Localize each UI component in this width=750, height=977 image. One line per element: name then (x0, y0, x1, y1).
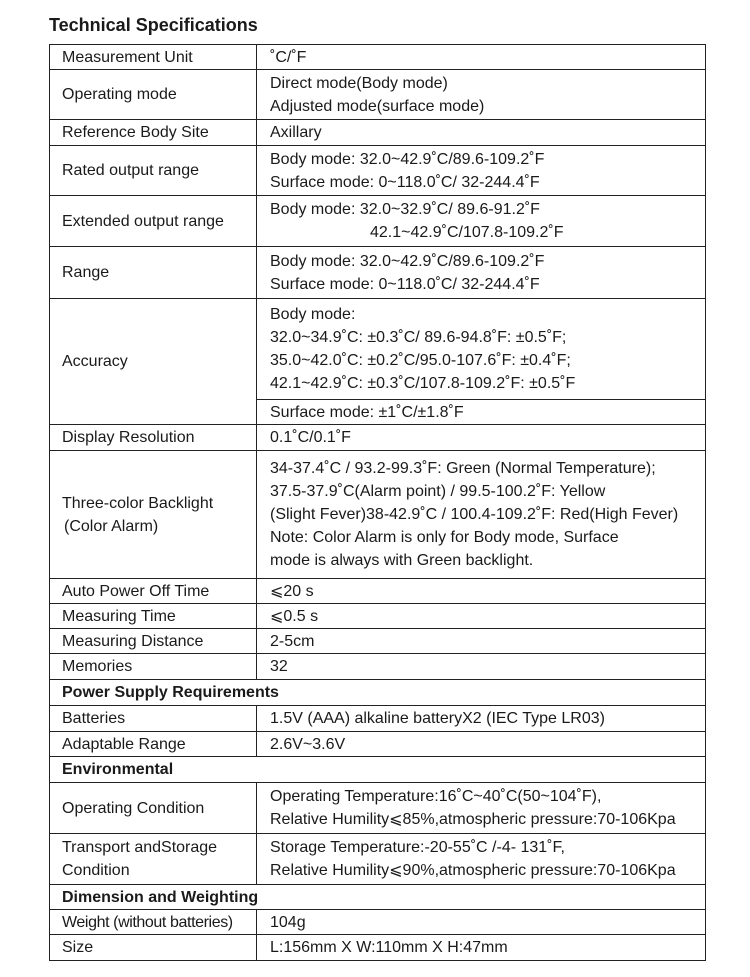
row-reference-body-site (50, 120, 706, 146)
label-line: Condition (62, 862, 130, 879)
row-extended-output-range (50, 196, 706, 247)
row-label: Accuracy (50, 299, 257, 425)
value-line: mode is always with Green backlight. (270, 552, 534, 569)
row-value: 2-5cm (257, 629, 706, 654)
row-label: Auto Power Off Time (50, 579, 257, 604)
value-line: Surface mode: 0~118.0˚C/ 32-244.4˚F (270, 275, 540, 293)
row-label: Reference Body Site (50, 120, 257, 146)
row-value (257, 451, 706, 579)
row-weight (50, 910, 706, 935)
value-line: Body mode: (270, 306, 356, 323)
row-adaptable-range (50, 732, 706, 757)
row-label: Measuring Time (50, 604, 257, 629)
row-value (257, 834, 706, 885)
row-value: 32 (257, 654, 706, 680)
value-line: Relative Humility⩽85%,atmospheric pressure:70-106Kpa (270, 811, 676, 828)
value-line: 42.1~42.9˚C/107.8-109.2˚F (370, 224, 564, 241)
row-operating-condition (50, 783, 706, 834)
row-memories (50, 654, 706, 680)
row-three-color-backlight (50, 451, 706, 579)
row-value (257, 783, 706, 834)
row-operating-mode (50, 70, 706, 120)
label-line: (Color Alarm) (64, 517, 159, 535)
row-label: Measurement Unit (50, 45, 257, 70)
row-value: ˚C/˚F (257, 45, 706, 70)
row-value (257, 196, 706, 247)
row-value: ⩽20 s (257, 579, 706, 604)
row-value (257, 299, 706, 400)
row-value: Axillary (257, 120, 706, 146)
section-dimension-weighting (50, 885, 706, 910)
row-range (50, 247, 706, 299)
value-line: Body mode: 32.0~42.9˚C/89.6-109.2˚F (270, 252, 545, 270)
row-value: 104g (257, 910, 706, 935)
row-value: Surface mode: ±1˚C/±1.8˚F (257, 400, 706, 425)
row-label: Display Resolution (50, 425, 257, 451)
spec-table (49, 44, 706, 961)
row-label: Range (50, 247, 257, 299)
section-heading: Environmental (50, 757, 706, 783)
value-line: Note: Color Alarm is only for Body mode, Surface (270, 529, 619, 546)
value-line: 32.0~34.9˚C: ±0.3˚C/ 89.6-94.8˚F: ±0.5˚F; (270, 329, 567, 346)
row-label: Rated output range (50, 146, 257, 196)
section-heading: Dimension and Weighting (50, 885, 706, 910)
row-batteries (50, 706, 706, 732)
row-value (257, 247, 706, 299)
row-rated-output-range (50, 146, 706, 196)
row-label: Extended output range (50, 196, 257, 247)
row-label (50, 451, 257, 579)
row-label: Batteries (50, 706, 257, 732)
row-measuring-time (50, 604, 706, 629)
row-size (50, 935, 706, 961)
row-value: ⩽0.5 s (257, 604, 706, 629)
row-label: Adaptable Range (50, 732, 257, 757)
row-label: Operating Condition (50, 783, 257, 834)
row-label: Weight (without batteries) (50, 910, 257, 935)
value-line: Body mode: 32.0~42.9˚C/89.6-109.2˚F (270, 150, 545, 168)
row-label (50, 834, 257, 885)
value-line: (Slight Fever)38-42.9˚C / 100.4-109.2˚F: Red(High Fever) (270, 506, 679, 523)
row-measurement-unit (50, 45, 706, 70)
row-measuring-distance (50, 629, 706, 654)
value-line: Operating Temperature:16˚C~40˚C(50~104˚F), (270, 788, 602, 805)
value-line: Adjusted mode(surface mode) (270, 97, 485, 115)
row-label: Size (50, 935, 257, 961)
row-transport-storage (50, 834, 706, 885)
row-label: Measuring Distance (50, 629, 257, 654)
value-line: Direct mode(Body mode) (270, 74, 448, 92)
row-value: L:156mm X W:110mm X H:47mm (257, 935, 706, 961)
section-power-supply (50, 680, 706, 706)
value-line: Surface mode: 0~118.0˚C/ 32-244.4˚F (270, 173, 540, 191)
value-line: Storage Temperature:-20-55˚C /-4- 131˚F, (270, 839, 565, 856)
label-line: Three-color Backlight (62, 494, 214, 512)
value-line: Relative Humility⩽90%,atmospheric pressure:70-106Kpa (270, 862, 676, 879)
label-line: Transport andStorage (62, 839, 218, 856)
row-label: Operating mode (50, 70, 257, 120)
row-value (257, 70, 706, 120)
row-value: 1.5V (AAA) alkaline batteryX2 (IEC Type LR03) (257, 706, 706, 732)
row-accuracy (50, 299, 706, 400)
row-value (257, 146, 706, 196)
row-label: Memories (50, 654, 257, 680)
row-auto-power-off (50, 579, 706, 604)
row-value: 2.6V~3.6V (257, 732, 706, 757)
row-value: 0.1˚C/0.1˚F (257, 425, 706, 451)
section-heading: Power Supply Requirements (50, 680, 706, 706)
section-environmental (50, 757, 706, 783)
value-line: 35.0~42.0˚C: ±0.2˚C/95.0-107.6˚F: ±0.4˚F; (270, 352, 571, 369)
value-line: 37.5-37.9˚C(Alarm point) / 99.5-100.2˚F: Yellow (270, 483, 606, 500)
spec-title: Technical Specifications (49, 15, 258, 35)
value-line: Body mode: 32.0~32.9˚C/ 89.6-91.2˚F (270, 201, 540, 218)
value-line: 42.1~42.9˚C: ±0.3˚C/107.8-109.2˚F: ±0.5˚F (270, 375, 576, 392)
value-line: 34-37.4˚C / 93.2-99.3˚F: Green (Normal Temperature); (270, 460, 656, 477)
row-display-resolution (50, 425, 706, 451)
